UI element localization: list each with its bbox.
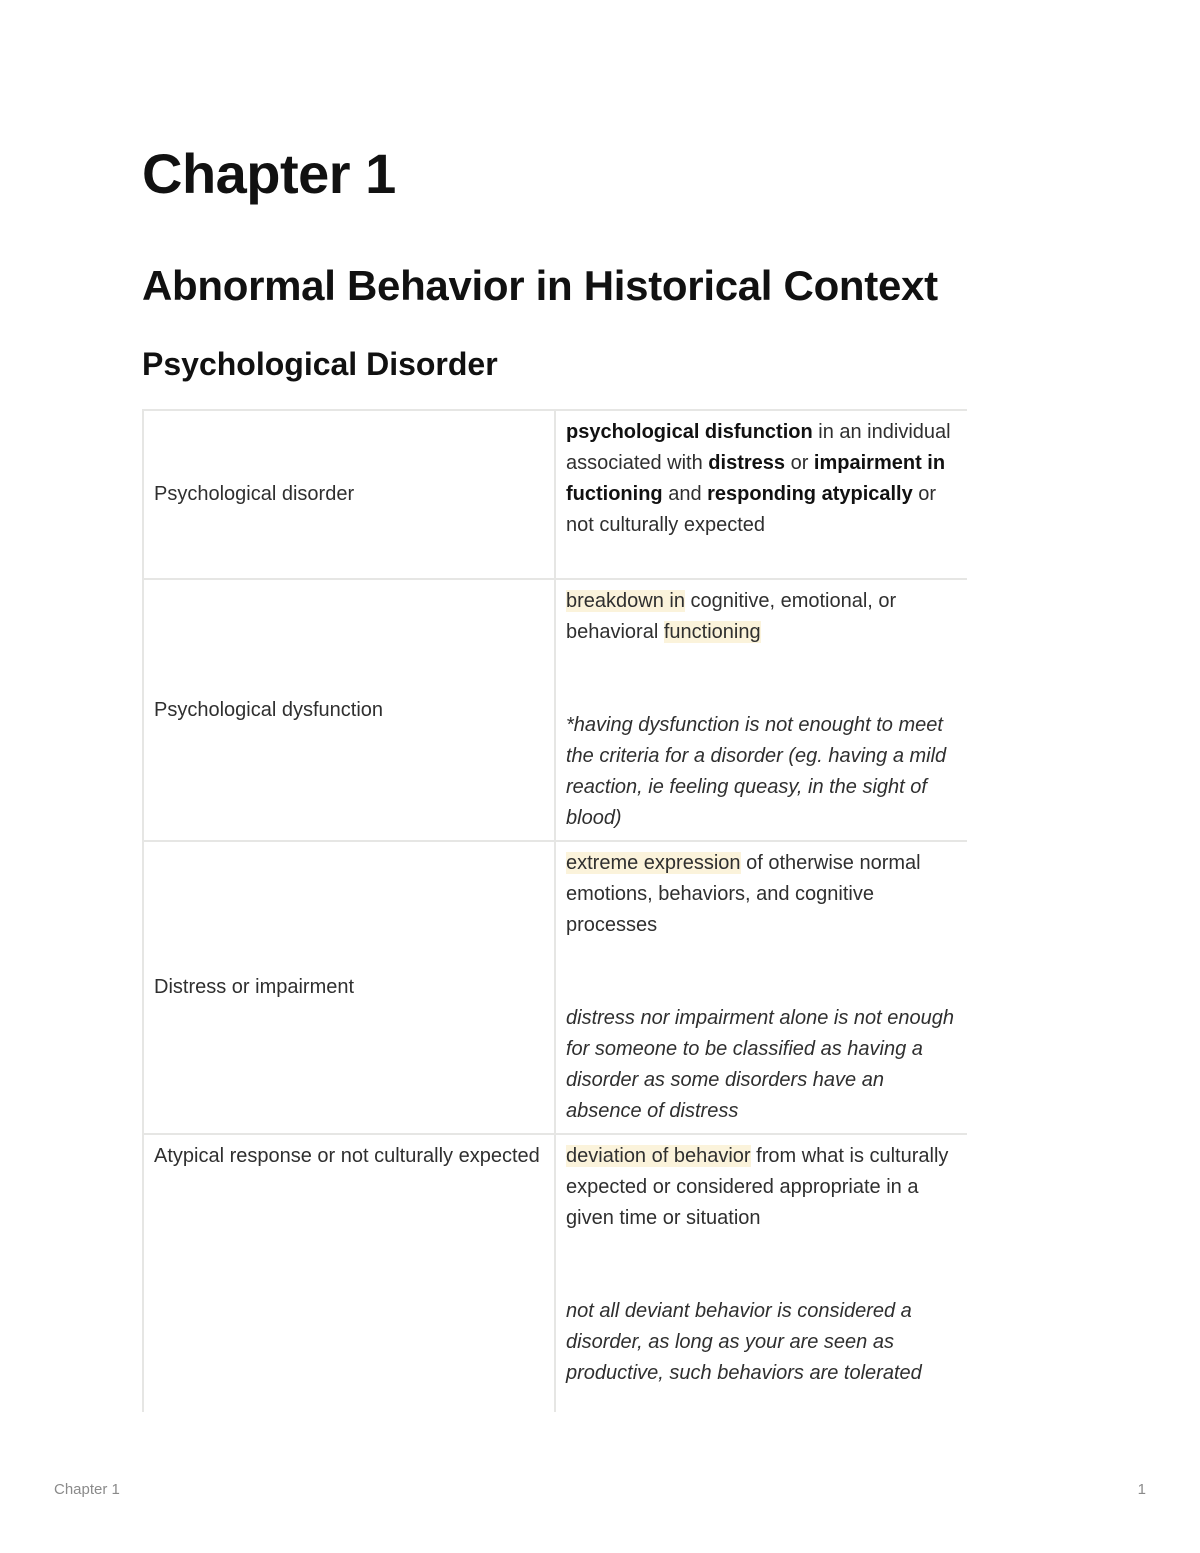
table-row (143, 410, 967, 579)
definition-text: and (662, 483, 708, 505)
footer-chapter-label: Chapter 1 (54, 1481, 120, 1498)
definition-paragraph (566, 586, 958, 648)
term-cell: Psychological disorder (143, 410, 555, 579)
definitions-table-wrapper (142, 409, 967, 1412)
spacer (566, 1234, 958, 1296)
section-heading: Abnormal Behavior in Historical Context (142, 262, 938, 309)
term-cell: Distress or impairment (143, 841, 555, 1134)
spacer (566, 941, 958, 1003)
definition-note (566, 1296, 958, 1389)
table-row (143, 579, 967, 841)
definition-paragraph (566, 848, 958, 941)
definition-text: from what is culturally expected or considered appropriate in a given time or situation (566, 1145, 949, 1229)
highlighted-text: breakdown in (566, 590, 685, 612)
bold-text: responding atypically (707, 483, 913, 505)
definition-note (566, 1003, 958, 1127)
page-title: Chapter 1 (142, 142, 396, 205)
definitions-table (142, 409, 967, 1412)
bold-text: distress (708, 452, 786, 474)
italic-note: *having dysfunction is not enought to meet the criteria for a disorder (eg. having a mild reaction, ie feeling queasy, in the sight of blood) (566, 714, 947, 829)
definition-text: of otherwise normal emotions, behaviors, and cognitive processes (566, 852, 921, 936)
italic-note: distress nor impairment alone is not enough for someone to be classified as having a disorder as some disorders have an absence of distress (566, 1007, 954, 1122)
definition-cell (555, 579, 967, 841)
definition-text: cognitive, emotional, or behavioral (566, 590, 897, 643)
definition-note (566, 710, 958, 834)
definition-paragraph (566, 1141, 958, 1234)
spacer (566, 648, 958, 710)
term-cell: Psychological dysfunction (143, 579, 555, 841)
highlighted-text: deviation of behavior (566, 1145, 751, 1167)
subsection-heading: Psychological Disorder (142, 346, 498, 382)
highlighted-text: functioning (663, 621, 761, 643)
definition-text: in an individual associated with (566, 421, 951, 474)
definition-cell (555, 1134, 967, 1412)
definition-cell (555, 410, 967, 579)
bold-text: psychological disfunction (566, 421, 813, 443)
italic-note: not all deviant behavior is considered a disorder, as long as your are seen as productive, such behaviors are tolerated (566, 1300, 922, 1384)
table-row (143, 841, 967, 1134)
footer-page-number: 1 (1137, 1481, 1146, 1498)
highlighted-text: extreme expression (566, 852, 741, 874)
term-cell: Atypical response or not culturally expected (143, 1134, 555, 1412)
definition-text: or not culturally expected (566, 483, 937, 536)
definition-cell (555, 841, 967, 1134)
definition-text: or (785, 452, 814, 474)
bold-text: impairment in fuctioning (566, 452, 946, 505)
table-row (143, 1134, 967, 1412)
